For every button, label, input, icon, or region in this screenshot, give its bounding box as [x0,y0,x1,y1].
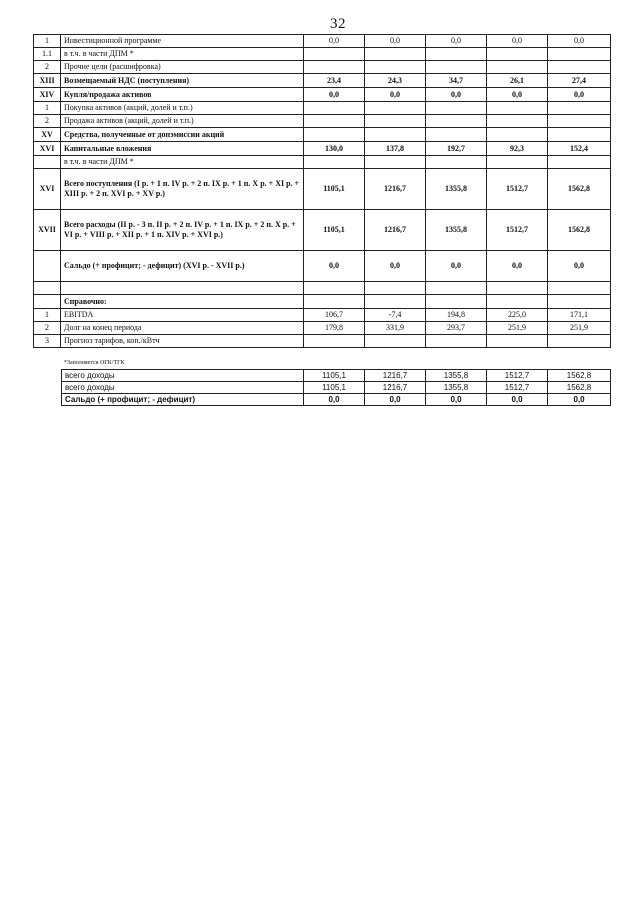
row-label: Сальдо (+ профицит; - дефицит) (XVI р. - XVII р.) [61,251,304,282]
value-cell: 137,8 [365,142,426,156]
row-label: Всего расходы (II р. - 3 п. II р. + 2 п. IV р. + 1 п. IX р. + 2 п. X р. + VI р. + VIII р. + XII р. + 1 п. XIV р. + XVI р.) [61,210,304,251]
row-label: в т.ч. в части ДПМ * [61,156,304,169]
value-cell [548,48,611,61]
value-cell [487,335,548,348]
value-cell: 1512,7 [487,169,548,210]
value-cell: 1105,1 [304,210,365,251]
value-cell [304,156,365,169]
row-label: Покупка активов (акций, долей и т.п.) [61,102,304,115]
summary-value-cell: 1355,8 [426,370,487,382]
value-cell [304,102,365,115]
value-cell: 1216,7 [365,210,426,251]
value-cell: 0,0 [304,251,365,282]
summary-value-cell: 0,0 [365,394,426,406]
value-cell: 0,0 [426,88,487,102]
row-number [34,251,61,282]
summary-value-cell: 1512,7 [487,382,548,394]
summary-value-cell: 0,0 [487,394,548,406]
value-cell [426,61,487,74]
value-cell [548,282,611,295]
row-number: XVI [34,142,61,156]
table-row [34,335,611,348]
summary-table [61,369,611,406]
value-cell [304,48,365,61]
row-number: 1 [34,35,61,48]
value-cell: 106,7 [304,309,365,322]
value-cell: 0,0 [548,88,611,102]
value-cell [548,128,611,142]
summary-label: всего доходы [62,382,304,394]
value-cell [487,61,548,74]
value-cell: 0,0 [426,251,487,282]
value-cell: 0,0 [365,88,426,102]
value-cell: 0,0 [487,251,548,282]
value-cell [548,102,611,115]
value-cell: 179,8 [304,322,365,335]
value-cell [426,156,487,169]
value-cell: 0,0 [365,251,426,282]
table-row [34,128,611,142]
summary-value-cell: 0,0 [304,394,365,406]
value-cell [365,48,426,61]
summary-value-cell: 1355,8 [426,382,487,394]
row-number [34,295,61,309]
value-cell [304,128,365,142]
table-row [34,48,611,61]
value-cell [304,335,365,348]
row-number: XV [34,128,61,142]
summary-value-cell: 0,0 [548,394,611,406]
value-cell: 331,9 [365,322,426,335]
table-row [34,282,611,295]
row-label: Средства, полученные от допэмиссии акций [61,128,304,142]
value-cell [426,128,487,142]
value-cell [365,61,426,74]
value-cell [548,295,611,309]
value-cell [548,115,611,128]
value-cell: 1105,1 [304,169,365,210]
value-cell: 26,1 [487,74,548,88]
value-cell: 1355,8 [426,210,487,251]
table-row [34,295,611,309]
value-cell: 0,0 [365,35,426,48]
table-row [34,61,611,74]
row-label: Прогноз тарифов, коп./кВтч [61,335,304,348]
summary-value-cell: 1562,8 [548,382,611,394]
value-cell [548,61,611,74]
summary-value-cell: 0,0 [426,394,487,406]
value-cell [426,115,487,128]
value-cell [426,48,487,61]
value-cell [365,295,426,309]
value-cell [365,156,426,169]
summary-row [62,382,611,394]
value-cell [426,335,487,348]
row-label: EBITDA [61,309,304,322]
value-cell: 1512,7 [487,210,548,251]
value-cell [487,115,548,128]
value-cell: 1562,8 [548,210,611,251]
table-row [34,156,611,169]
page-number: 32 [330,16,346,32]
value-cell [365,282,426,295]
summary-value-cell: 1105,1 [304,370,365,382]
summary-row [62,370,611,382]
row-label: Долг на конец периода [61,322,304,335]
value-cell [487,102,548,115]
value-cell: 0,0 [426,35,487,48]
table-row [34,309,611,322]
table-row [34,74,611,88]
value-cell [426,282,487,295]
value-cell: 1216,7 [365,169,426,210]
value-cell [487,282,548,295]
value-cell: 225,0 [487,309,548,322]
value-cell: 130,0 [304,142,365,156]
row-label: Инвестиционной программе [61,35,304,48]
row-number: 3 [34,335,61,348]
row-number: XVI [34,169,61,210]
value-cell: 293,7 [426,322,487,335]
value-cell: 27,4 [548,74,611,88]
value-cell: 34,7 [426,74,487,88]
value-cell: 0,0 [487,88,548,102]
value-cell: 192,7 [426,142,487,156]
summary-value-cell: 1216,7 [365,382,426,394]
value-cell [365,102,426,115]
value-cell [426,295,487,309]
table-row [34,115,611,128]
value-cell [548,335,611,348]
value-cell: 0,0 [304,88,365,102]
value-cell [487,128,548,142]
row-label: в т.ч. в части ДПМ * [61,48,304,61]
value-cell [426,102,487,115]
value-cell [487,48,548,61]
summary-value-cell: 1216,7 [365,370,426,382]
value-cell: 251,9 [548,322,611,335]
row-number [34,156,61,169]
summary-value-cell: 1105,1 [304,382,365,394]
value-cell [365,128,426,142]
value-cell: 194,8 [426,309,487,322]
financial-plan-table [33,34,611,348]
row-label [61,282,304,295]
value-cell [304,61,365,74]
value-cell [487,156,548,169]
summary-value-cell: 1562,8 [548,370,611,382]
row-label: Капитальные вложения [61,142,304,156]
value-cell: 152,4 [548,142,611,156]
row-label: Справочно: [61,295,304,309]
value-cell: 0,0 [487,35,548,48]
row-number: 1 [34,309,61,322]
table-row [34,322,611,335]
table-row [34,142,611,156]
table-row [34,169,611,210]
value-cell: 0,0 [548,35,611,48]
value-cell [487,295,548,309]
value-cell [304,295,365,309]
row-number: 1 [34,102,61,115]
footnote: *Заполняется ОГК/ТГК [64,360,125,366]
value-cell [365,115,426,128]
row-number: XIV [34,88,61,102]
value-cell: 0,0 [548,251,611,282]
value-cell [304,282,365,295]
table-row [34,102,611,115]
row-number: XVII [34,210,61,251]
value-cell: 1355,8 [426,169,487,210]
value-cell: 24,3 [365,74,426,88]
row-number: XIII [34,74,61,88]
row-label: Купля/продажа активов [61,88,304,102]
value-cell: 251,9 [487,322,548,335]
row-label: Прочие цели (расшифровка) [61,61,304,74]
row-label: Продажа активов (акций, долей и т.п.) [61,115,304,128]
value-cell [365,335,426,348]
row-label: Возмещаемый НДС (поступления) [61,74,304,88]
table-row [34,88,611,102]
row-label: Всего поступления (I р. + 1 п. IV р. + 2 п. IX р. + 1 п. X р. + XI р. + XIII р. + 2 п. XVI р. + XV р.) [61,169,304,210]
value-cell: 171,1 [548,309,611,322]
row-number: 2 [34,322,61,335]
row-number: 2 [34,61,61,74]
value-cell: 92,3 [487,142,548,156]
row-number: 1.1 [34,48,61,61]
value-cell: 23,4 [304,74,365,88]
row-number [34,282,61,295]
value-cell: 0,0 [304,35,365,48]
summary-label: Сальдо (+ профицит; - дефицит) [62,394,304,406]
summary-value-cell: 1512,7 [487,370,548,382]
summary-row [62,394,611,406]
summary-label: всего доходы [62,370,304,382]
row-number: 2 [34,115,61,128]
value-cell: 1562,8 [548,169,611,210]
table-row [34,210,611,251]
value-cell [548,156,611,169]
table-row [34,35,611,48]
value-cell: -7,4 [365,309,426,322]
table-row [34,251,611,282]
value-cell [304,115,365,128]
